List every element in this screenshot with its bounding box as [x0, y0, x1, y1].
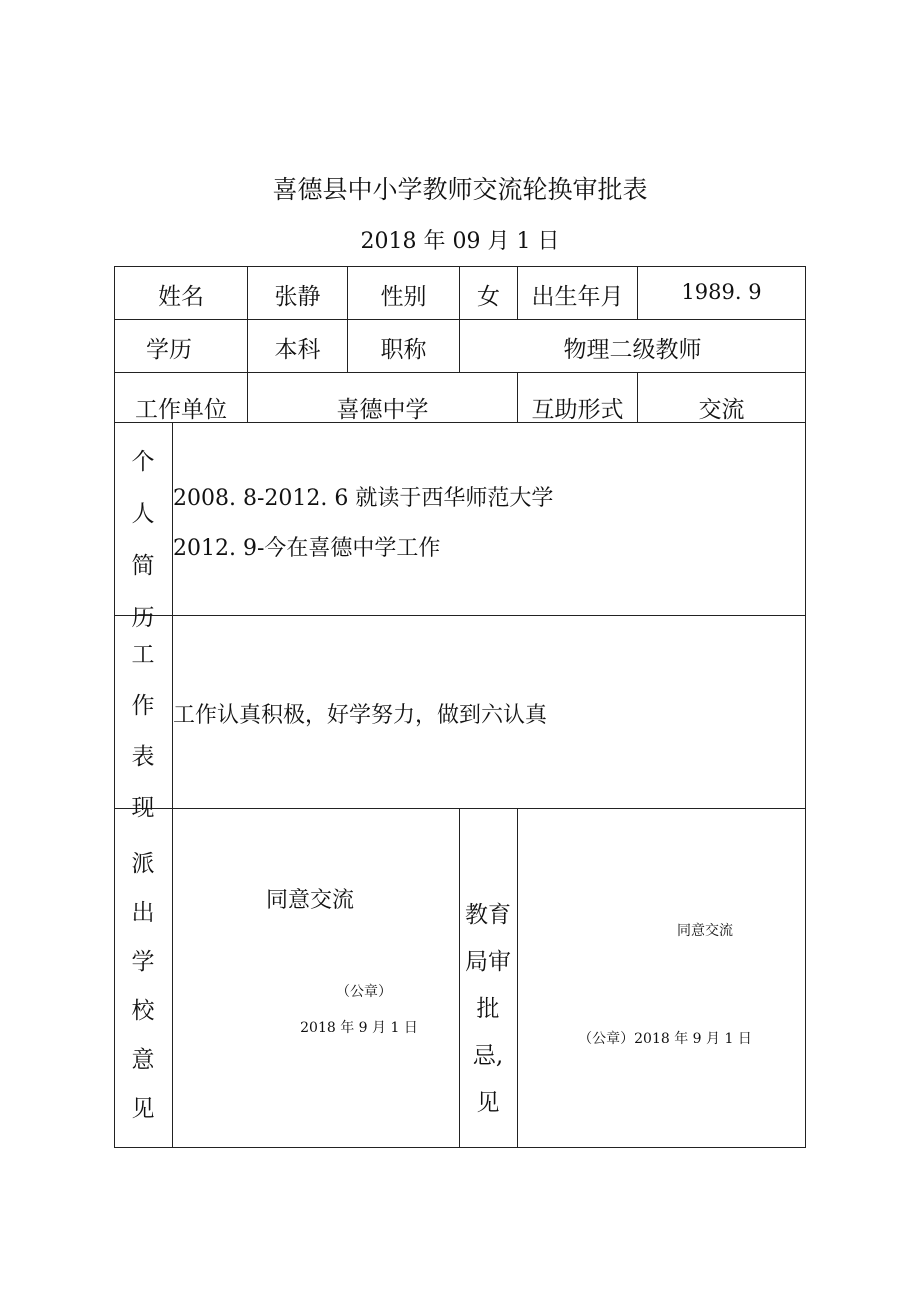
school-opinion-text: 同意交流	[266, 888, 355, 913]
resume-line: 2008. 8-2012. 6 就读于西华师范大学	[173, 486, 554, 511]
gender-value: 女	[477, 284, 500, 310]
name-value: 张静	[274, 284, 321, 310]
bureau-seal-date: （公章）2018 年 9 月 1 日	[578, 1031, 752, 1047]
bureau-approval-label: 教育 局审 批 忌, 见	[465, 902, 511, 1116]
work-unit-value: 喜德中学	[336, 397, 429, 423]
job-title-label: 职称	[380, 337, 427, 363]
school-opinion-date: 2018 年 9 月 1 日	[300, 1020, 418, 1036]
performance-label: 工 作 表 现	[131, 642, 155, 821]
exchange-form-label: 互助形式	[531, 397, 624, 423]
form-date: 2018 年 09 月 1 日	[360, 229, 560, 254]
exchange-form-value: 交流	[698, 397, 745, 423]
birth-value: 1989. 9	[681, 280, 762, 304]
name-label: 姓名	[158, 284, 204, 310]
performance-text: 工作认真积极，好学努力，做到六认真	[173, 703, 548, 728]
resume-label: 个 人 简 历	[131, 449, 155, 631]
school-seal: （公章）	[336, 984, 392, 1000]
education-label: 学历	[146, 337, 192, 363]
work-unit-label: 工作单位	[135, 397, 227, 423]
school-opinion-label: 派 出 学 校 意 见	[131, 851, 155, 1122]
education-value: 本科	[274, 337, 321, 363]
job-title-value: 物理二级教师	[563, 337, 702, 363]
gender-label: 性别	[380, 284, 427, 310]
birth-label: 出生年月	[531, 284, 624, 310]
page-title: 喜德县中小学教师交流轮换审批表	[272, 175, 648, 204]
resume-line: 2012. 9-今在喜德中学工作	[173, 536, 441, 561]
bureau-opinion-text: 同意交流	[677, 923, 733, 939]
